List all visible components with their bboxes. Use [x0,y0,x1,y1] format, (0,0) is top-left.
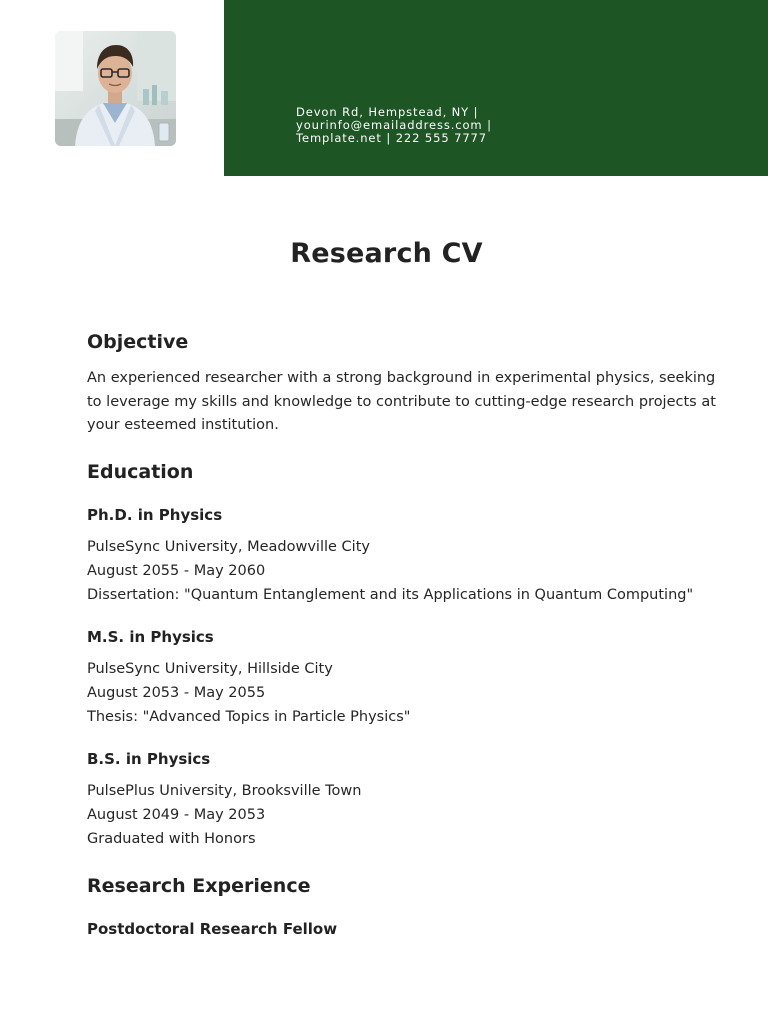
education-detail: Thesis: "Advanced Topics in Particle Physics" [87,709,411,725]
profile-photo [55,31,176,146]
contact-info [296,106,536,145]
contact-line-website-phone: Template.net | 222 555 7777 [296,131,487,145]
education-detail: August 2055 - May 2060 [87,563,266,579]
education-detail: Graduated with Honors [87,831,256,847]
education-heading: Education [87,461,194,483]
objective-line: An experienced researcher with a strong background in experimental physics, seeking [87,370,716,386]
education-detail: August 2053 - May 2055 [87,685,266,701]
degree-title: B.S. in Physics [87,750,211,768]
education-detail: Dissertation: "Quantum Entanglement and its Applications in Quantum Computing" [87,587,694,603]
education-detail: PulseSync University, Hillside City [87,661,333,677]
objective-line: your esteemed institution. [87,417,279,433]
contact-line-email: yourinfo@emailaddress.com | [296,118,492,132]
objective-text [87,367,716,438]
objective-heading: Objective [87,331,189,353]
education-detail: PulseSync University, Meadowville City [87,539,370,555]
research-experience-heading: Research Experience [87,875,311,897]
objective-line: to leverage my skills and knowledge to contribute to cutting-edge research projects at [87,393,716,410]
header-band [224,0,768,176]
page-title: Research CV [290,238,483,269]
degree-title: Ph.D. in Physics [87,506,223,524]
education-detail: PulsePlus University, Brooksville Town [87,783,362,799]
role-title: Postdoctoral Research Fellow [87,920,338,938]
education-detail: August 2049 - May 2053 [87,807,266,823]
degree-title: M.S. in Physics [87,628,214,646]
contact-line-address: Devon Rd, Hempstead, NY | [296,105,479,119]
